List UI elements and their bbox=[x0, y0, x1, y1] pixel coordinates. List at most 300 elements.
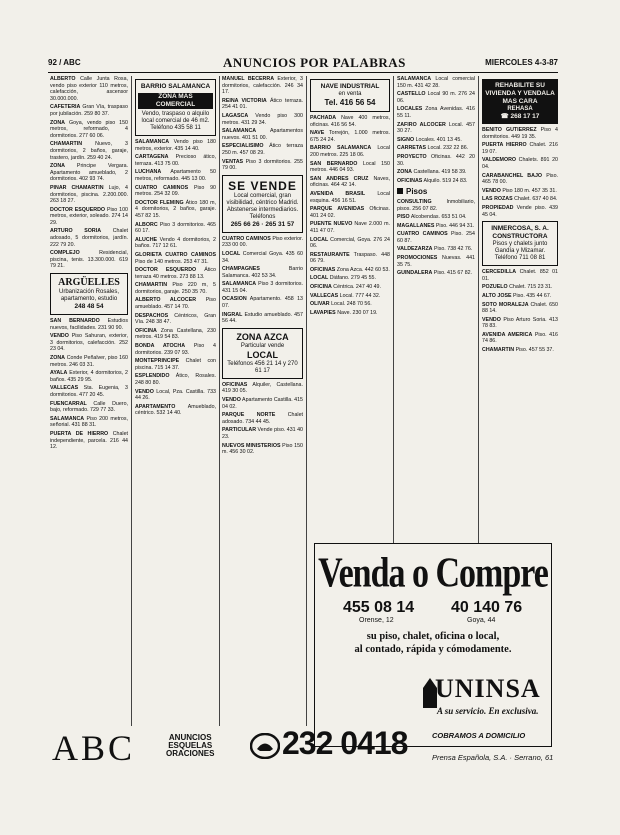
ad-keyword: ZONA bbox=[50, 355, 66, 361]
classified-ad bbox=[50, 76, 128, 102]
ad-keyword: PINAR CHAMARTIN bbox=[50, 184, 104, 191]
ad-keyword: ALBERTO bbox=[50, 76, 76, 82]
ad-text: Local 90 m. 276 24 06. bbox=[397, 91, 475, 104]
uninsa-ad bbox=[314, 543, 552, 747]
ad-text: Piso 3 dormitorios. 255 79 00. bbox=[222, 158, 303, 172]
classified-ad bbox=[135, 389, 216, 402]
ad-keyword: CHAMARTIN bbox=[482, 347, 515, 354]
ad-keyword: LOCAL bbox=[310, 275, 329, 282]
ad-text: Alcobendas. 653 51 04. bbox=[410, 214, 467, 221]
ad-box-nave-industrial bbox=[310, 79, 390, 112]
ad-box-subtitle: LOCAL bbox=[247, 349, 278, 360]
ad-keyword: VENTAS bbox=[222, 158, 244, 165]
classified-ad bbox=[397, 106, 475, 119]
classified-ad bbox=[482, 293, 558, 300]
classified-ad bbox=[310, 145, 390, 158]
classified-ad bbox=[222, 143, 303, 156]
ad-text: Oficinas. 401 24 02. bbox=[310, 206, 390, 219]
ad-text: Chalet adosado, 5 dormitorios, jardín. 222 79 20. bbox=[50, 228, 128, 248]
ad-keyword: LOCAL bbox=[222, 250, 241, 257]
classified-ad bbox=[222, 98, 303, 111]
ad-keyword: PUENTE NUEVO bbox=[310, 221, 353, 228]
classified-ad bbox=[482, 284, 558, 291]
column-3 bbox=[222, 76, 303, 726]
ad-box-text: REHASA bbox=[507, 106, 533, 112]
ad-box-text: en venta bbox=[338, 91, 362, 97]
ad-text: Residencial, piscina, tenis. 13.300.000. 619 79 21. bbox=[50, 250, 128, 270]
column-6 bbox=[482, 76, 558, 538]
ad-text: Local. 232 22 86. bbox=[427, 145, 469, 152]
ad-keyword: SALAMANCA bbox=[397, 76, 432, 82]
ad-keyword: DOCTOR ESQUERDO bbox=[135, 267, 197, 274]
ad-keyword: SAN BERNARDO bbox=[310, 160, 358, 167]
ad-text: Comercial Goya. 435 60 34. bbox=[222, 250, 303, 264]
ad-keyword: CARABANCHEL BAJO bbox=[482, 172, 543, 179]
ad-text: Vende piso. 439 45 04. bbox=[482, 204, 558, 218]
classified-ad bbox=[135, 404, 216, 417]
ad-keyword: MONTEPRINCIPE bbox=[135, 358, 180, 365]
ad-address-1: Orense, 12 bbox=[359, 617, 394, 624]
ad-text: Estudio amueblado. 457 56 44. bbox=[222, 311, 303, 325]
ad-text: Chalet. 637 40 84. bbox=[514, 196, 558, 203]
ad-keyword: ALTO JOSE bbox=[482, 292, 512, 299]
classified-ad bbox=[222, 397, 303, 410]
classified-ad bbox=[222, 443, 303, 456]
ad-keyword: OFICINA bbox=[310, 284, 332, 291]
ad-keyword: VENDO bbox=[50, 333, 69, 340]
classified-ad bbox=[135, 373, 216, 386]
ad-text: Piso. 415 67 82. bbox=[433, 270, 473, 277]
footer-category: ORACIONES bbox=[166, 749, 215, 758]
classified-ad bbox=[222, 412, 303, 425]
section-heading-pisos bbox=[397, 188, 475, 196]
ad-text: Local, Pza. Castilla. 733 44 26. bbox=[135, 388, 216, 402]
ad-keyword: AYALA bbox=[50, 370, 68, 377]
ad-text: Conde Peñalver, piso 160 metros. 246 03 31. bbox=[50, 355, 128, 368]
telephone-icon bbox=[250, 733, 280, 759]
ad-keyword: SALAMANCA bbox=[222, 128, 257, 135]
ad-text: Local. 248 70 56. bbox=[331, 301, 372, 308]
ad-keyword: LAS ROZAS bbox=[482, 196, 513, 203]
classified-ad bbox=[135, 328, 216, 341]
classified-ad bbox=[397, 154, 475, 167]
ad-text: Nave 400 metros, oficinas. 416 56 54. bbox=[310, 115, 390, 128]
ad-keyword: OFICINAS bbox=[310, 266, 336, 273]
classified-ad bbox=[135, 139, 216, 152]
classified-ad bbox=[482, 332, 558, 345]
ad-keyword: BENITO GUTIERREZ bbox=[482, 127, 537, 133]
ad-text: Alquiler, Castellana. 419 30 05. bbox=[222, 381, 303, 395]
classified-ad bbox=[482, 188, 558, 195]
ad-keyword: SALAMANCA bbox=[50, 415, 85, 422]
ad-text: Piso amueblado. 457 14 70. bbox=[135, 297, 216, 311]
ad-text: Ático, Rosales. 248 80 80. bbox=[135, 373, 216, 386]
classified-ad bbox=[482, 173, 558, 186]
ad-text: Local 150 metros. 446 04 93. bbox=[310, 160, 390, 174]
ad-keyword: LUCHANA bbox=[135, 169, 162, 176]
ad-keyword: SALAMANCA bbox=[135, 139, 170, 145]
ad-text: Piso. 435 44 67. bbox=[513, 292, 552, 299]
classified-ad bbox=[222, 251, 303, 264]
ad-box-phone: ☎ 268 17 17 bbox=[500, 113, 540, 120]
classified-ad bbox=[310, 115, 390, 128]
classified-ad bbox=[222, 312, 303, 325]
ad-keyword: CUATRO CAMINOS bbox=[222, 235, 271, 242]
classified-ad bbox=[222, 281, 303, 294]
ad-box-phone: Tel. 416 56 54 bbox=[324, 98, 376, 107]
classified-ad bbox=[310, 221, 390, 234]
ad-text: Piso 150 m. 456 30 02. bbox=[222, 442, 303, 456]
column-rule bbox=[219, 76, 220, 726]
ad-box-title: REHABILITE SU VIVIENDA Y VENDALA MAS CARA bbox=[485, 82, 555, 105]
ad-text: Piso. 738 42 76. bbox=[434, 246, 473, 253]
classified-ad bbox=[482, 347, 558, 354]
ad-text: Goya, vendo piso 150 metros, reformado, 4 dormitorios. 277 60 06. bbox=[50, 119, 128, 139]
ad-text: Piso 100 metros, exterior, soleado. 274 14 29. bbox=[50, 206, 128, 226]
ad-keyword: POZUELO bbox=[482, 284, 508, 291]
footer-address: Prensa Española, S.A. · Serrano, 61 bbox=[432, 753, 554, 762]
page-date: MIERCOLES 4-3-87 bbox=[485, 58, 558, 67]
ad-text: Nuevas. 441 35 75. bbox=[397, 255, 475, 268]
column-4 bbox=[310, 76, 390, 538]
ad-keyword: ARTURO SORIA bbox=[50, 228, 102, 235]
ad-slogan bbox=[315, 630, 551, 656]
classified-ad bbox=[135, 267, 216, 280]
classified-ad bbox=[50, 385, 128, 398]
ad-keyword: PARQUE NORTE bbox=[222, 412, 276, 419]
ad-text: Local 200 metros. 225 18 06. bbox=[310, 145, 390, 158]
ad-keyword: CAFETERIA bbox=[50, 104, 81, 111]
classified-ad bbox=[310, 275, 390, 282]
classified-ad bbox=[310, 284, 390, 291]
ad-text: Ático terraza 250 m. 457 08 29. bbox=[222, 143, 303, 156]
ad-text: Exterior, 4 dormitorios, 2 baños. 435 29 95. bbox=[50, 370, 128, 383]
ad-keyword: CONSULTING bbox=[397, 198, 432, 205]
ad-box-title: BARRIO SALAMANCA bbox=[140, 83, 211, 90]
classified-ad bbox=[397, 246, 475, 253]
ad-text: Castellana. 419 58 39. bbox=[413, 169, 467, 176]
ad-keyword: VENDO bbox=[135, 388, 154, 395]
ad-keyword: SAN ANDRES CRUZ bbox=[310, 175, 369, 182]
ad-text: Piso Arturo Soria. 413 78 83. bbox=[482, 316, 558, 330]
classified-ad bbox=[482, 196, 558, 203]
ad-text: Chalet adosado. 734 44 45. bbox=[222, 412, 303, 425]
classified-ad bbox=[222, 427, 303, 440]
column-5 bbox=[397, 76, 475, 538]
classified-ad bbox=[135, 358, 216, 371]
ad-text: Apartamentos nuevos. 401 51 00. bbox=[222, 128, 303, 141]
ad-phone-1: 455 08 14 bbox=[343, 599, 415, 616]
classified-ad bbox=[50, 250, 128, 270]
ad-text: Zona Castellana, 230 metros. 419 54 83. bbox=[135, 327, 216, 341]
ad-box-subtitle: CONSTRUCTORA bbox=[492, 233, 548, 241]
ad-keyword: VENDO bbox=[482, 316, 501, 323]
ad-text: Chalet. 216 19 07. bbox=[482, 142, 558, 155]
section-title: ANUNCIOS POR PALABRAS bbox=[223, 55, 406, 70]
classified-ad bbox=[482, 157, 558, 170]
classified-ad bbox=[50, 185, 128, 205]
ad-text: Vendo piso 300 metros. 431 29 34. bbox=[222, 112, 303, 126]
classified-ad bbox=[397, 137, 475, 144]
ad-text: Ático 180 m, 4 dormitorios, 2 baños, garaje. 457 82 15. bbox=[135, 199, 216, 219]
ad-text: Inmobiliario, pisos. 256 07 82. bbox=[397, 198, 475, 212]
ad-keyword: GLORIETA CUATRO CAMINOS bbox=[135, 251, 216, 258]
classified-ad bbox=[310, 191, 390, 204]
classified-ad bbox=[135, 185, 216, 198]
ad-slogan-line: su piso, chalet, oficina o local, bbox=[366, 631, 500, 642]
column-2 bbox=[135, 76, 216, 726]
ad-keyword: CASTELLO bbox=[397, 91, 426, 98]
ad-keyword: VALDEMORO bbox=[482, 157, 517, 164]
ad-text: Chalet con piscina. 715 14 37. bbox=[135, 358, 216, 371]
ad-text: Torrejón, 1.000 metros. 675 24 24. bbox=[310, 130, 390, 143]
ad-keyword: SAN BERNARDO bbox=[50, 318, 100, 325]
ad-text: Nuevo, 3 dormitorios, 2 baños, garaje, trastero, jardín. 259 40 24. bbox=[50, 141, 128, 161]
ad-keyword: ALUCHE bbox=[135, 236, 158, 243]
classified-ad bbox=[482, 205, 558, 218]
ad-keyword: PISO bbox=[397, 214, 410, 221]
ad-keyword: VALLECAS bbox=[310, 292, 339, 299]
abc-logo: ABC bbox=[52, 728, 136, 768]
ad-keyword: VENDO bbox=[482, 187, 501, 194]
ad-text: Zona Avenidas. 416 55 11. bbox=[397, 106, 475, 119]
ad-box-phone: 265 66 26 · 265 31 57 bbox=[230, 220, 295, 228]
ad-text: Vendo piso 180 metros, exterior. 435 14 40. bbox=[135, 139, 216, 152]
ad-keyword: VALLECAS bbox=[50, 385, 79, 392]
classified-ad bbox=[482, 317, 558, 330]
classified-ad bbox=[50, 370, 128, 383]
ad-text: Traspaso. 448 06 79. bbox=[310, 251, 390, 265]
classified-ad bbox=[397, 91, 475, 104]
ad-box-zona-azca bbox=[222, 328, 303, 379]
ad-text: Apartamento 50 metros, reformado. 445 13 00. bbox=[135, 169, 216, 182]
ad-text: Nave. 230 07 19. bbox=[337, 309, 378, 316]
classified-ad bbox=[310, 176, 390, 189]
ad-text: Exterior, 3 dormitorios, calefacción. 246 34 17. bbox=[222, 76, 303, 96]
ad-text: Estudios nuevos, facilidades. 231 90 90. bbox=[50, 318, 128, 331]
ad-box-title: ARGÜELLES bbox=[58, 277, 120, 289]
ad-keyword: PROYECTO bbox=[397, 153, 427, 160]
classified-ad bbox=[310, 252, 390, 265]
ad-keyword: ESPLENDIDO bbox=[135, 373, 170, 380]
classified-ad bbox=[50, 104, 128, 117]
ad-keyword: ZONA bbox=[50, 163, 66, 170]
ad-keyword: OFICINAS bbox=[397, 177, 423, 184]
ad-text: Local. 777 44 32. bbox=[339, 292, 381, 299]
ad-text: Sta. Eugenia, 3 dormitorios. 477 20 45. bbox=[50, 385, 128, 398]
ad-keyword: REINA VICTORIA bbox=[222, 97, 267, 104]
ad-keyword: DESPACHOS bbox=[135, 312, 169, 319]
footer-category: ESQUELAS bbox=[168, 741, 213, 750]
ad-text: Local comercial 150 m. 431 42 28. bbox=[397, 76, 475, 89]
ad-keyword: ZONA bbox=[50, 119, 66, 126]
ad-keyword: NUEVOS MINISTERIOS bbox=[222, 442, 281, 449]
ad-keyword: ALBORC bbox=[135, 221, 158, 228]
ad-text: Local esquina. 456 16 51. bbox=[310, 190, 390, 204]
ad-box-text: Particular vende bbox=[240, 342, 285, 349]
ad-keyword: CARRETAS bbox=[397, 145, 427, 152]
classified-ad bbox=[222, 296, 303, 309]
classified-ad bbox=[310, 237, 390, 250]
ad-keyword: CARTAGENA bbox=[135, 154, 169, 161]
ad-text: Chalet. 852 01 01. bbox=[482, 269, 558, 282]
ad-box-barrio-salamanca bbox=[135, 79, 216, 136]
ad-keyword: RESTAURANTE bbox=[310, 251, 350, 258]
ad-keyword: ZAFIRO ALCOCER bbox=[397, 121, 446, 128]
ad-keyword: PROPIEDAD bbox=[482, 204, 514, 211]
footer-categories bbox=[166, 734, 214, 758]
ad-text: Alquilo. 519 24 83. bbox=[423, 177, 468, 184]
classified-ad bbox=[135, 313, 216, 326]
classified-ad bbox=[397, 223, 475, 230]
ad-box-inmercosa bbox=[482, 221, 558, 266]
ad-text: Céntricos, Gran Vía. 248 38 47. bbox=[135, 312, 216, 326]
ad-keyword: VENDO bbox=[222, 397, 241, 404]
column-rule bbox=[131, 76, 132, 726]
ad-text: Céntrica. 247 40 49. bbox=[333, 284, 381, 291]
ad-keyword: OFICINA bbox=[135, 327, 157, 334]
ad-text: Piso 3 dormitorios. 431 15 04. bbox=[222, 281, 303, 294]
ad-keyword: PARQUE AVENIDAS bbox=[310, 206, 365, 213]
ad-text: Piso 200 metros, señorial. 431 88 31. bbox=[50, 415, 128, 429]
classified-ad bbox=[310, 293, 390, 300]
footer-category: ANUNCIOS bbox=[168, 733, 212, 742]
ad-keyword: PARTICULAR bbox=[222, 427, 257, 434]
ad-text: Piso. 416 74 86. bbox=[482, 331, 558, 345]
ad-keyword: CHAMARTIN bbox=[50, 141, 83, 148]
classified-ad bbox=[50, 333, 128, 353]
ad-keyword: MAGALLANES bbox=[397, 222, 435, 229]
ad-text: Amueblado, céntrico. 532 14 40. bbox=[135, 403, 216, 417]
classified-ad bbox=[135, 237, 216, 250]
classified-ad bbox=[135, 252, 216, 265]
classified-ad bbox=[397, 145, 475, 152]
ad-keyword: INGRAL bbox=[222, 311, 243, 318]
ad-keyword: PUERTA HIERRO bbox=[482, 142, 527, 149]
classified-ad bbox=[482, 269, 558, 282]
ad-box-title: INMERCOSA, S. A. bbox=[491, 225, 549, 233]
classified-ad bbox=[135, 200, 216, 220]
ad-text: Chalet. 715 23 31. bbox=[509, 284, 553, 291]
ad-box-title: SE VENDE bbox=[228, 178, 297, 193]
ad-box-arguelles bbox=[50, 273, 128, 315]
classified-ad bbox=[50, 163, 128, 183]
column-1 bbox=[50, 76, 128, 726]
ad-keyword: CHAMPAGNES bbox=[222, 266, 260, 273]
classified-ad bbox=[135, 343, 216, 356]
classified-ad bbox=[222, 159, 303, 172]
ad-headline: Venda o Compre bbox=[318, 550, 548, 597]
ad-keyword: NAVE bbox=[310, 130, 325, 137]
ad-keyword: ALBERTO ALCOCER bbox=[135, 297, 197, 304]
classified-ad bbox=[135, 297, 216, 310]
ad-keyword: OFICINAS bbox=[222, 381, 248, 388]
ad-keyword: COMPLEJO bbox=[50, 250, 80, 257]
classified-ad bbox=[50, 431, 128, 451]
ad-text: Chalet independiente, parcela. 216 44 12. bbox=[50, 430, 128, 451]
ad-box-rehasa bbox=[482, 79, 558, 124]
ad-text: Piso exterior. 233 00 00. bbox=[222, 235, 303, 249]
footer-notice: COBRAMOS A DOMICILIO bbox=[432, 731, 526, 740]
ad-box-se-vende bbox=[222, 175, 303, 233]
ad-box-text: Urbanización Rosales, apartamento, estudio bbox=[58, 289, 120, 303]
classified-ad bbox=[222, 236, 303, 249]
ad-text: Piso. 254 60 87. bbox=[397, 231, 475, 244]
classified-ad bbox=[397, 255, 475, 268]
ad-text: Barrio Salamanca. 402 53 34. bbox=[222, 266, 303, 279]
ad-box-subtitle: ZONA MAS COMERCIAL bbox=[138, 93, 213, 109]
classified-ad bbox=[50, 207, 128, 227]
ad-keyword: FUENCARRAL bbox=[50, 400, 87, 407]
classified-ad bbox=[50, 401, 128, 414]
ad-box-text: Local comercial, gran visibilidad, céntrico Madrid. Abstenerse intermediarios. Teléfonos bbox=[226, 192, 299, 220]
ad-text: Vendo 4 dormitorios, 2 baños. 717 12 61. bbox=[135, 236, 216, 250]
classified-ad bbox=[310, 206, 390, 219]
ad-text: Piso Sahuran, exterior, 3 dormitorios, calefacción. 252 23 04. bbox=[50, 333, 128, 353]
ad-text: Piso de 140 metros. 253 47 31. bbox=[135, 258, 209, 265]
classified-ad bbox=[222, 128, 303, 141]
classified-ad bbox=[50, 120, 128, 140]
ad-text: Piso. 465 78 00. bbox=[482, 172, 558, 186]
ad-text: Apartamento Castilla. 415 04 02. bbox=[222, 397, 303, 410]
ad-slogan-line: al contado, rápida y cómodamente. bbox=[354, 644, 512, 655]
ad-text: Nave 2.000 m. 411 47 07. bbox=[310, 221, 390, 234]
classified-ad bbox=[222, 76, 303, 96]
classified-ad bbox=[222, 382, 303, 395]
ad-text: Chalets. 891 20 04. bbox=[482, 157, 558, 170]
ad-text: Piso 4 dormitorios. 239 07 93. bbox=[135, 343, 216, 356]
classified-ad bbox=[397, 270, 475, 277]
ad-keyword: BARRIO SALAMANCA bbox=[310, 145, 372, 152]
uninsa-logo bbox=[423, 674, 539, 726]
classified-ad bbox=[397, 199, 475, 212]
ad-text: Piso. 457 55 37. bbox=[515, 347, 554, 354]
ad-text: Zona Azca. 442 60 53. bbox=[336, 266, 390, 273]
ad-keyword: PACHADA bbox=[310, 115, 337, 121]
ad-text: Vende piso. 431 40 23. bbox=[222, 427, 303, 440]
ad-keyword: LAGASCA bbox=[222, 112, 249, 119]
page-number: 92 / ABC bbox=[48, 58, 81, 67]
classified-ad bbox=[482, 127, 558, 140]
ad-keyword: SALAMANCA bbox=[222, 281, 257, 288]
ad-text: Principe Vergara. Apartamento amueblado, 2 dormitorios. 402 93 74. bbox=[50, 163, 128, 183]
ad-keyword: OLIVAR bbox=[310, 301, 330, 308]
ad-text: Piso 220 m, 5 dormitorios, garaje. 250 35 70. bbox=[135, 282, 216, 295]
ad-keyword: DOCTOR FLEMING bbox=[135, 199, 184, 206]
ad-keyword: PROMOCIONES bbox=[397, 255, 438, 262]
classified-ad bbox=[50, 318, 128, 331]
classified-ad bbox=[50, 355, 128, 368]
ad-text: Comercial, Goya. 276 24 06. bbox=[310, 236, 390, 250]
classified-ad bbox=[397, 169, 475, 176]
classified-ad bbox=[50, 416, 128, 429]
classified-ad bbox=[397, 214, 475, 221]
ad-text: Ático terraza. 254 41 01. bbox=[222, 97, 303, 111]
ad-text: Piso 4 dormitorios. 449 19 35. bbox=[482, 127, 558, 140]
ad-address-2: Goya, 44 bbox=[467, 617, 496, 624]
classified-ad bbox=[135, 154, 216, 167]
classified-ad bbox=[135, 222, 216, 235]
classified-ad bbox=[310, 161, 390, 174]
ad-keyword: LOCAL bbox=[310, 236, 329, 243]
ad-box-title: ZONA AZCA bbox=[236, 331, 289, 342]
ad-keyword: BONDA ATOCHA bbox=[135, 343, 186, 350]
ad-keyword: ESPECIALISIMO bbox=[222, 143, 264, 150]
classified-ad bbox=[135, 169, 216, 182]
section-label: Pisos bbox=[406, 187, 428, 197]
ad-box-phone: 248 48 54 bbox=[74, 303, 104, 311]
ad-box-text: Vendo, traspaso o alquilo local comercial de 46 m2. Teléfono 435 58 11 bbox=[141, 111, 210, 131]
